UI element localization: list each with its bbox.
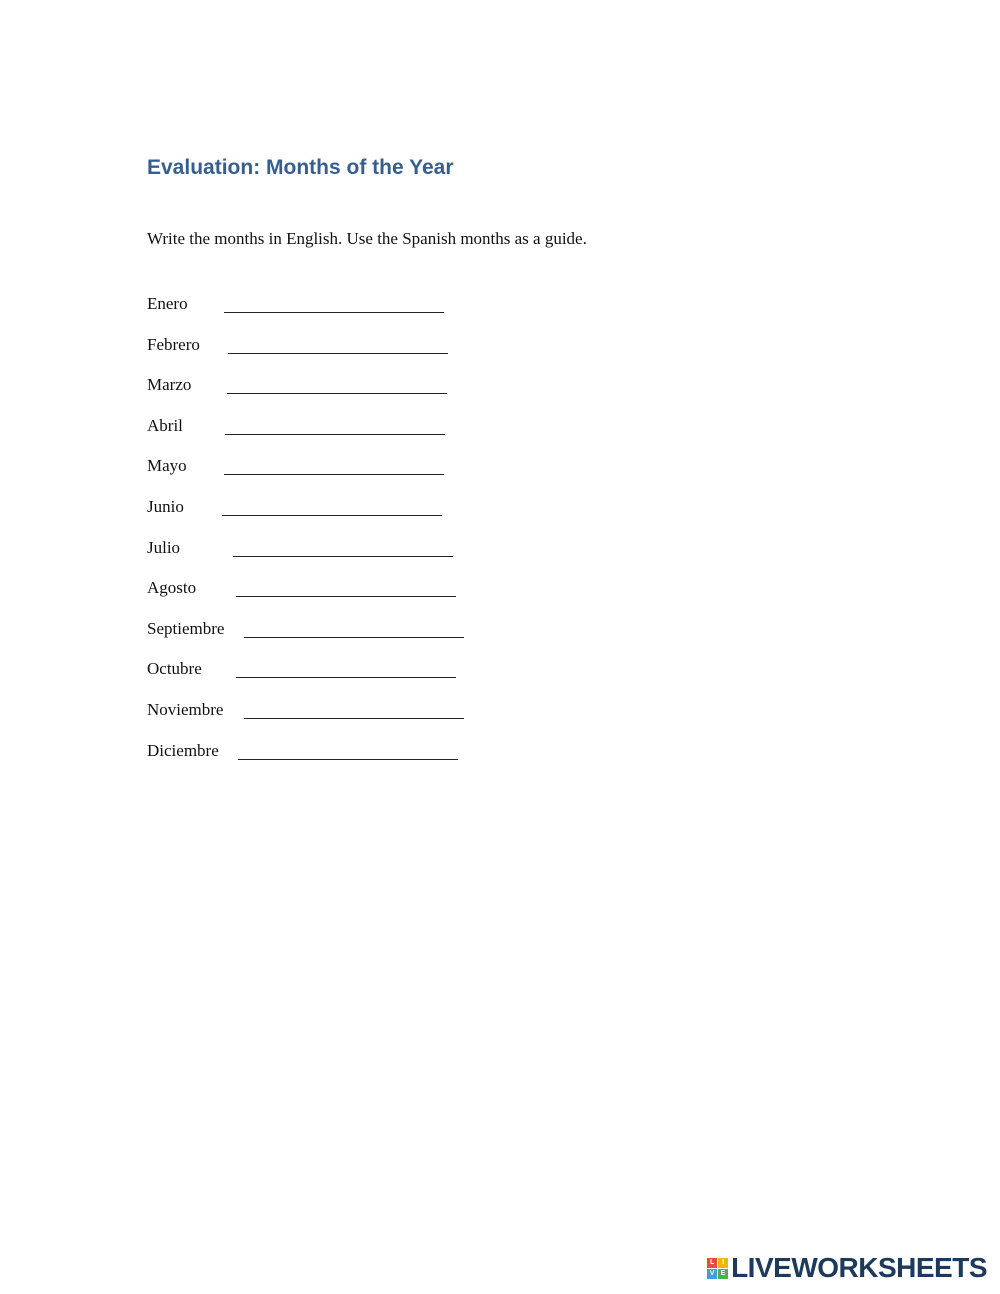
month-label: Enero xyxy=(147,294,188,313)
logo-square-v: V xyxy=(707,1269,717,1279)
answer-field-junio[interactable] xyxy=(222,515,442,516)
answer-field-febrero[interactable] xyxy=(228,353,448,354)
month-label: Diciembre xyxy=(147,740,219,760)
liveworksheets-logo-icon xyxy=(707,1258,728,1279)
answer-field-julio[interactable] xyxy=(233,556,453,557)
month-label: Febrero xyxy=(147,334,200,354)
liveworksheets-logo xyxy=(707,1252,987,1284)
liveworksheets-logo-text: LIVEWORKSHEETS xyxy=(731,1252,987,1283)
month-label: Noviembre xyxy=(147,699,224,719)
logo-square-e: E xyxy=(718,1269,728,1279)
month-label: Julio xyxy=(147,537,181,557)
instructions-text: Write the months in English. Use the Spanish months as a guide. xyxy=(147,229,587,248)
month-label: Junio xyxy=(147,496,184,516)
answer-field-agosto[interactable] xyxy=(236,596,456,597)
answer-field-diciembre[interactable] xyxy=(238,759,458,760)
month-label: Agosto xyxy=(147,578,197,598)
month-label: Marzo xyxy=(147,375,192,395)
answer-field-enero[interactable] xyxy=(224,312,444,313)
month-label: Octubre xyxy=(147,659,202,679)
answer-field-septiembre[interactable] xyxy=(244,637,464,638)
logo-square-i: I xyxy=(718,1258,728,1268)
answer-field-marzo[interactable] xyxy=(227,393,447,394)
page-title: Evaluation: Months of the Year xyxy=(147,156,454,179)
month-label: Mayo xyxy=(147,456,187,476)
answer-field-mayo[interactable] xyxy=(224,474,444,475)
answer-field-abril[interactable] xyxy=(225,434,445,435)
answer-field-noviembre[interactable] xyxy=(244,718,464,719)
month-label: Septiembre xyxy=(147,618,225,638)
month-label: Abril xyxy=(147,415,183,435)
logo-square-l: L xyxy=(707,1258,717,1268)
answer-field-octubre[interactable] xyxy=(236,677,456,678)
